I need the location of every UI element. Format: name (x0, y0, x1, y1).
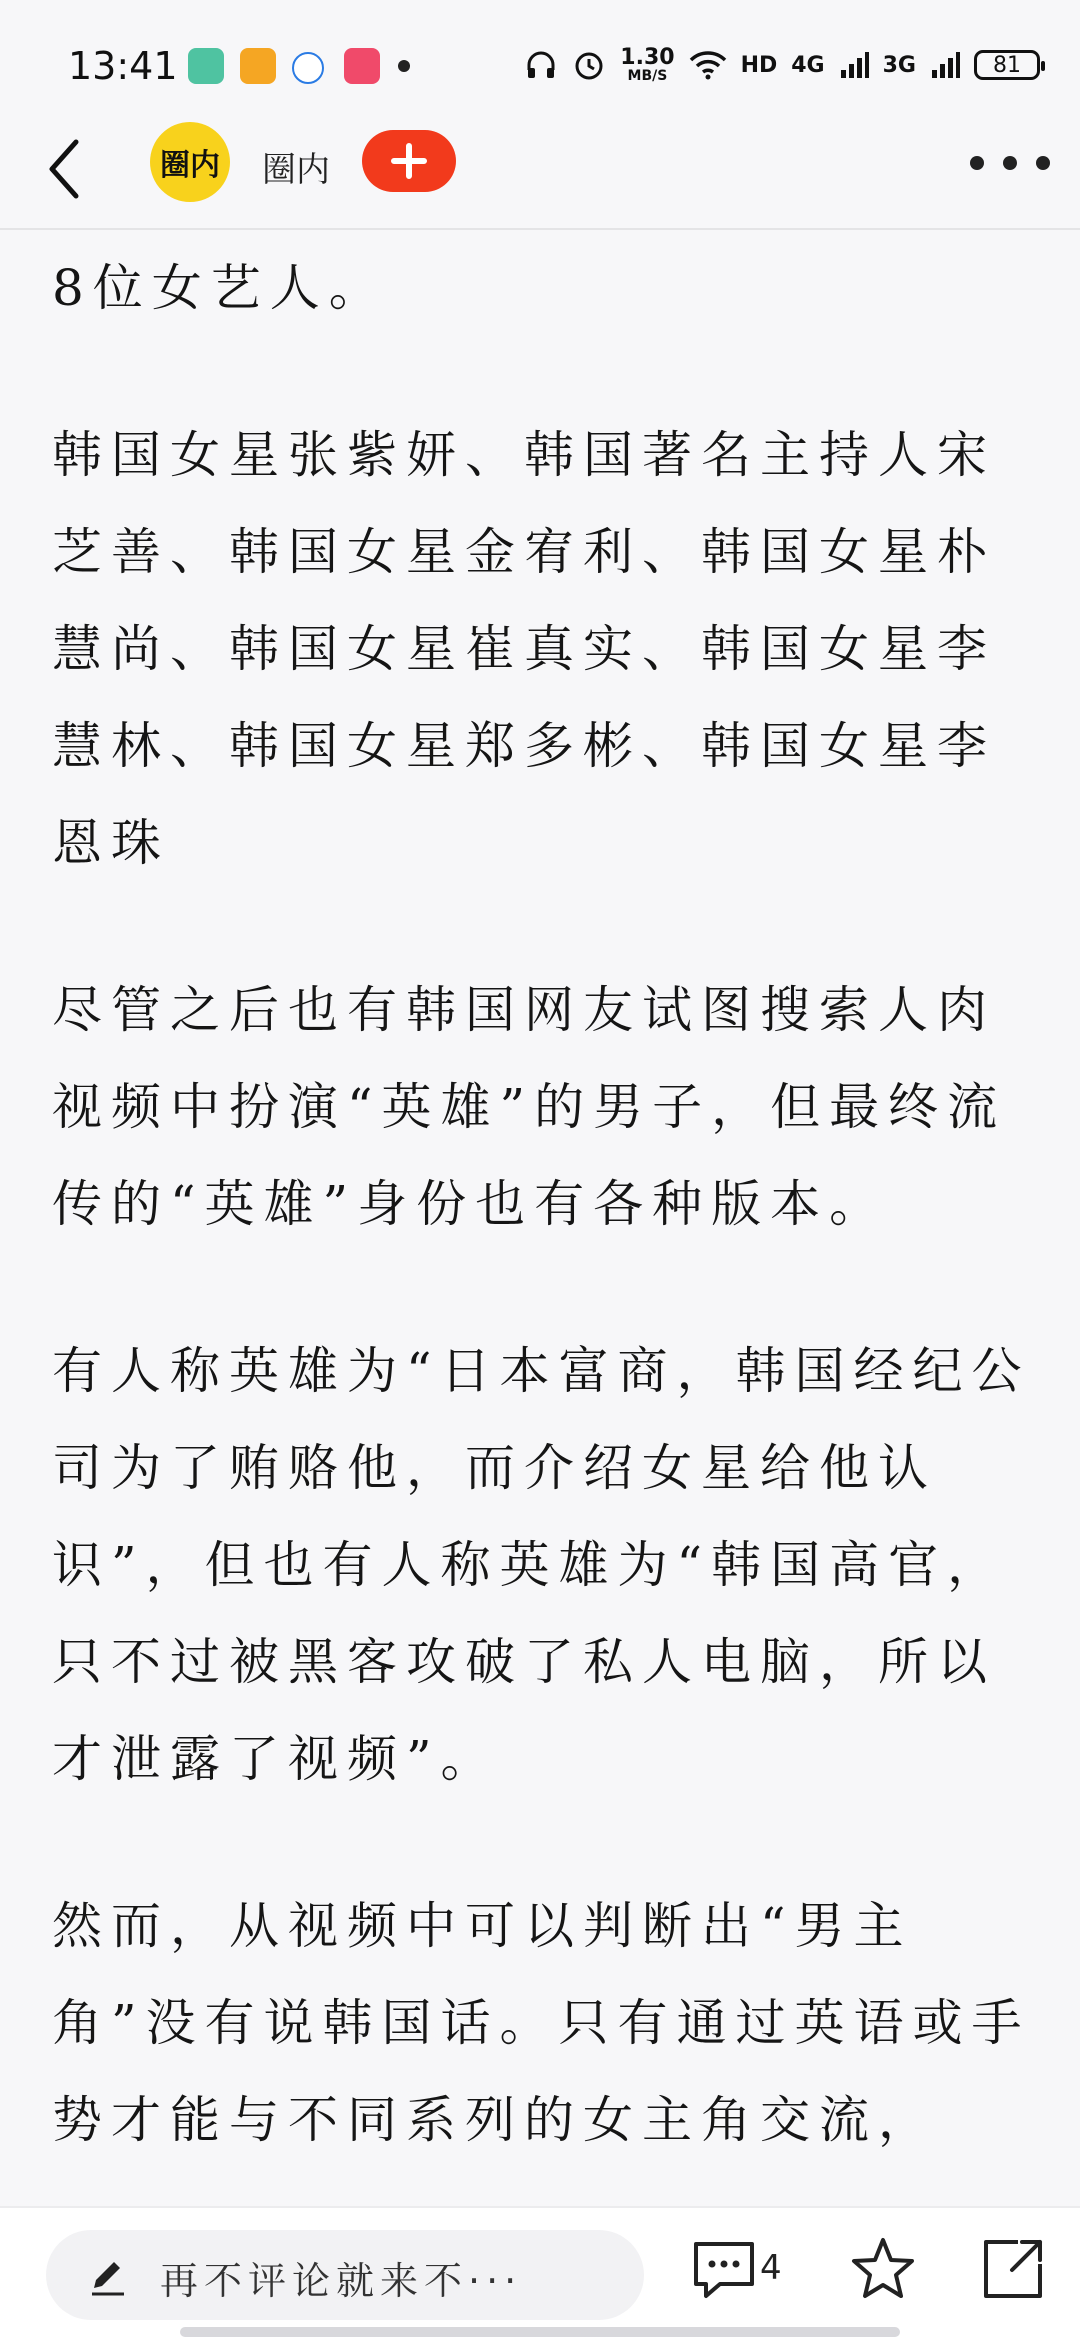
article-paragraph: 然而，从视频中可以判断出“男主角”没有说韩国话。只有通过英语或手势才能与不同系列的女主角交流， (52, 1897, 1031, 2149)
video-notification-icon (344, 48, 380, 84)
home-indicator[interactable] (180, 2327, 900, 2337)
alarm-icon (572, 48, 606, 82)
more-notifications-icon (398, 60, 410, 72)
network-speed-unit: MB/S (627, 68, 668, 84)
back-arrow-icon[interactable] (44, 134, 84, 204)
battery-icon (974, 50, 1040, 80)
hd-label: HD (740, 52, 778, 78)
signal-bars-icon (930, 50, 960, 80)
top-nav-bar (0, 110, 1080, 230)
more-options-button[interactable] (970, 138, 1050, 188)
article-paragraph: 有人称英雄为“日本富商，韩国经纪公司为了贿赂他，而介绍女星给他认识”，但也有人称英雄为“韩国高官，只不过被黑客攻破了私人电脑，所以才泄露了视频”。 (52, 1342, 1031, 1788)
comment-placeholder: 再不评论就来不··· (160, 2259, 523, 2303)
article-body (52, 240, 1042, 2169)
more-dot-icon (970, 156, 984, 170)
signal-1-label: 4G (791, 52, 825, 78)
article-paragraph: 8位女艺人。 (52, 259, 388, 317)
signal-2-label: 3G (882, 52, 916, 78)
comments-icon[interactable] (690, 2236, 758, 2304)
browser-notification-icon (292, 52, 324, 84)
network-speed-value: 1.30 (620, 45, 675, 70)
pen-icon (86, 2254, 130, 2298)
comment-input[interactable] (46, 2230, 644, 2320)
network-speed (620, 47, 674, 83)
weibo-notification-icon (240, 48, 276, 84)
channel-logo[interactable] (150, 122, 230, 202)
wifi-icon (689, 50, 727, 80)
comment-count: 4 (760, 2248, 782, 2288)
app-notification-icon (188, 48, 224, 84)
article-paragraph: 尽管之后也有韩国网友试图搜索人肉视频中扮演“英雄”的男子，但最终流传的“英雄”身份也有各种版本。 (52, 981, 1007, 1233)
battery-level: 81 (993, 52, 1021, 78)
signal-bars-icon (839, 50, 869, 80)
status-icons (524, 42, 1040, 88)
favorite-star-icon[interactable] (848, 2234, 918, 2304)
follow-button[interactable] (362, 130, 456, 192)
channel-logo-text: 圈内 (160, 148, 220, 183)
status-time: 13:41 (68, 44, 178, 88)
bottom-action-bar (0, 2206, 1080, 2342)
more-dot-icon (1036, 156, 1050, 170)
plus-icon (362, 130, 456, 192)
channel-name[interactable]: 圈内 (262, 150, 330, 190)
article-paragraph: 韩国女星张紫妍、韩国著名主持人宋芝善、韩国女星金宥利、韩国女星朴慧尚、韩国女星崔真实、韩国女星李慧林、韩国女星郑多彬、韩国女星李恩珠 (52, 426, 996, 872)
headphones-icon (524, 48, 558, 82)
share-icon[interactable] (978, 2234, 1048, 2304)
more-dot-icon (1003, 156, 1017, 170)
